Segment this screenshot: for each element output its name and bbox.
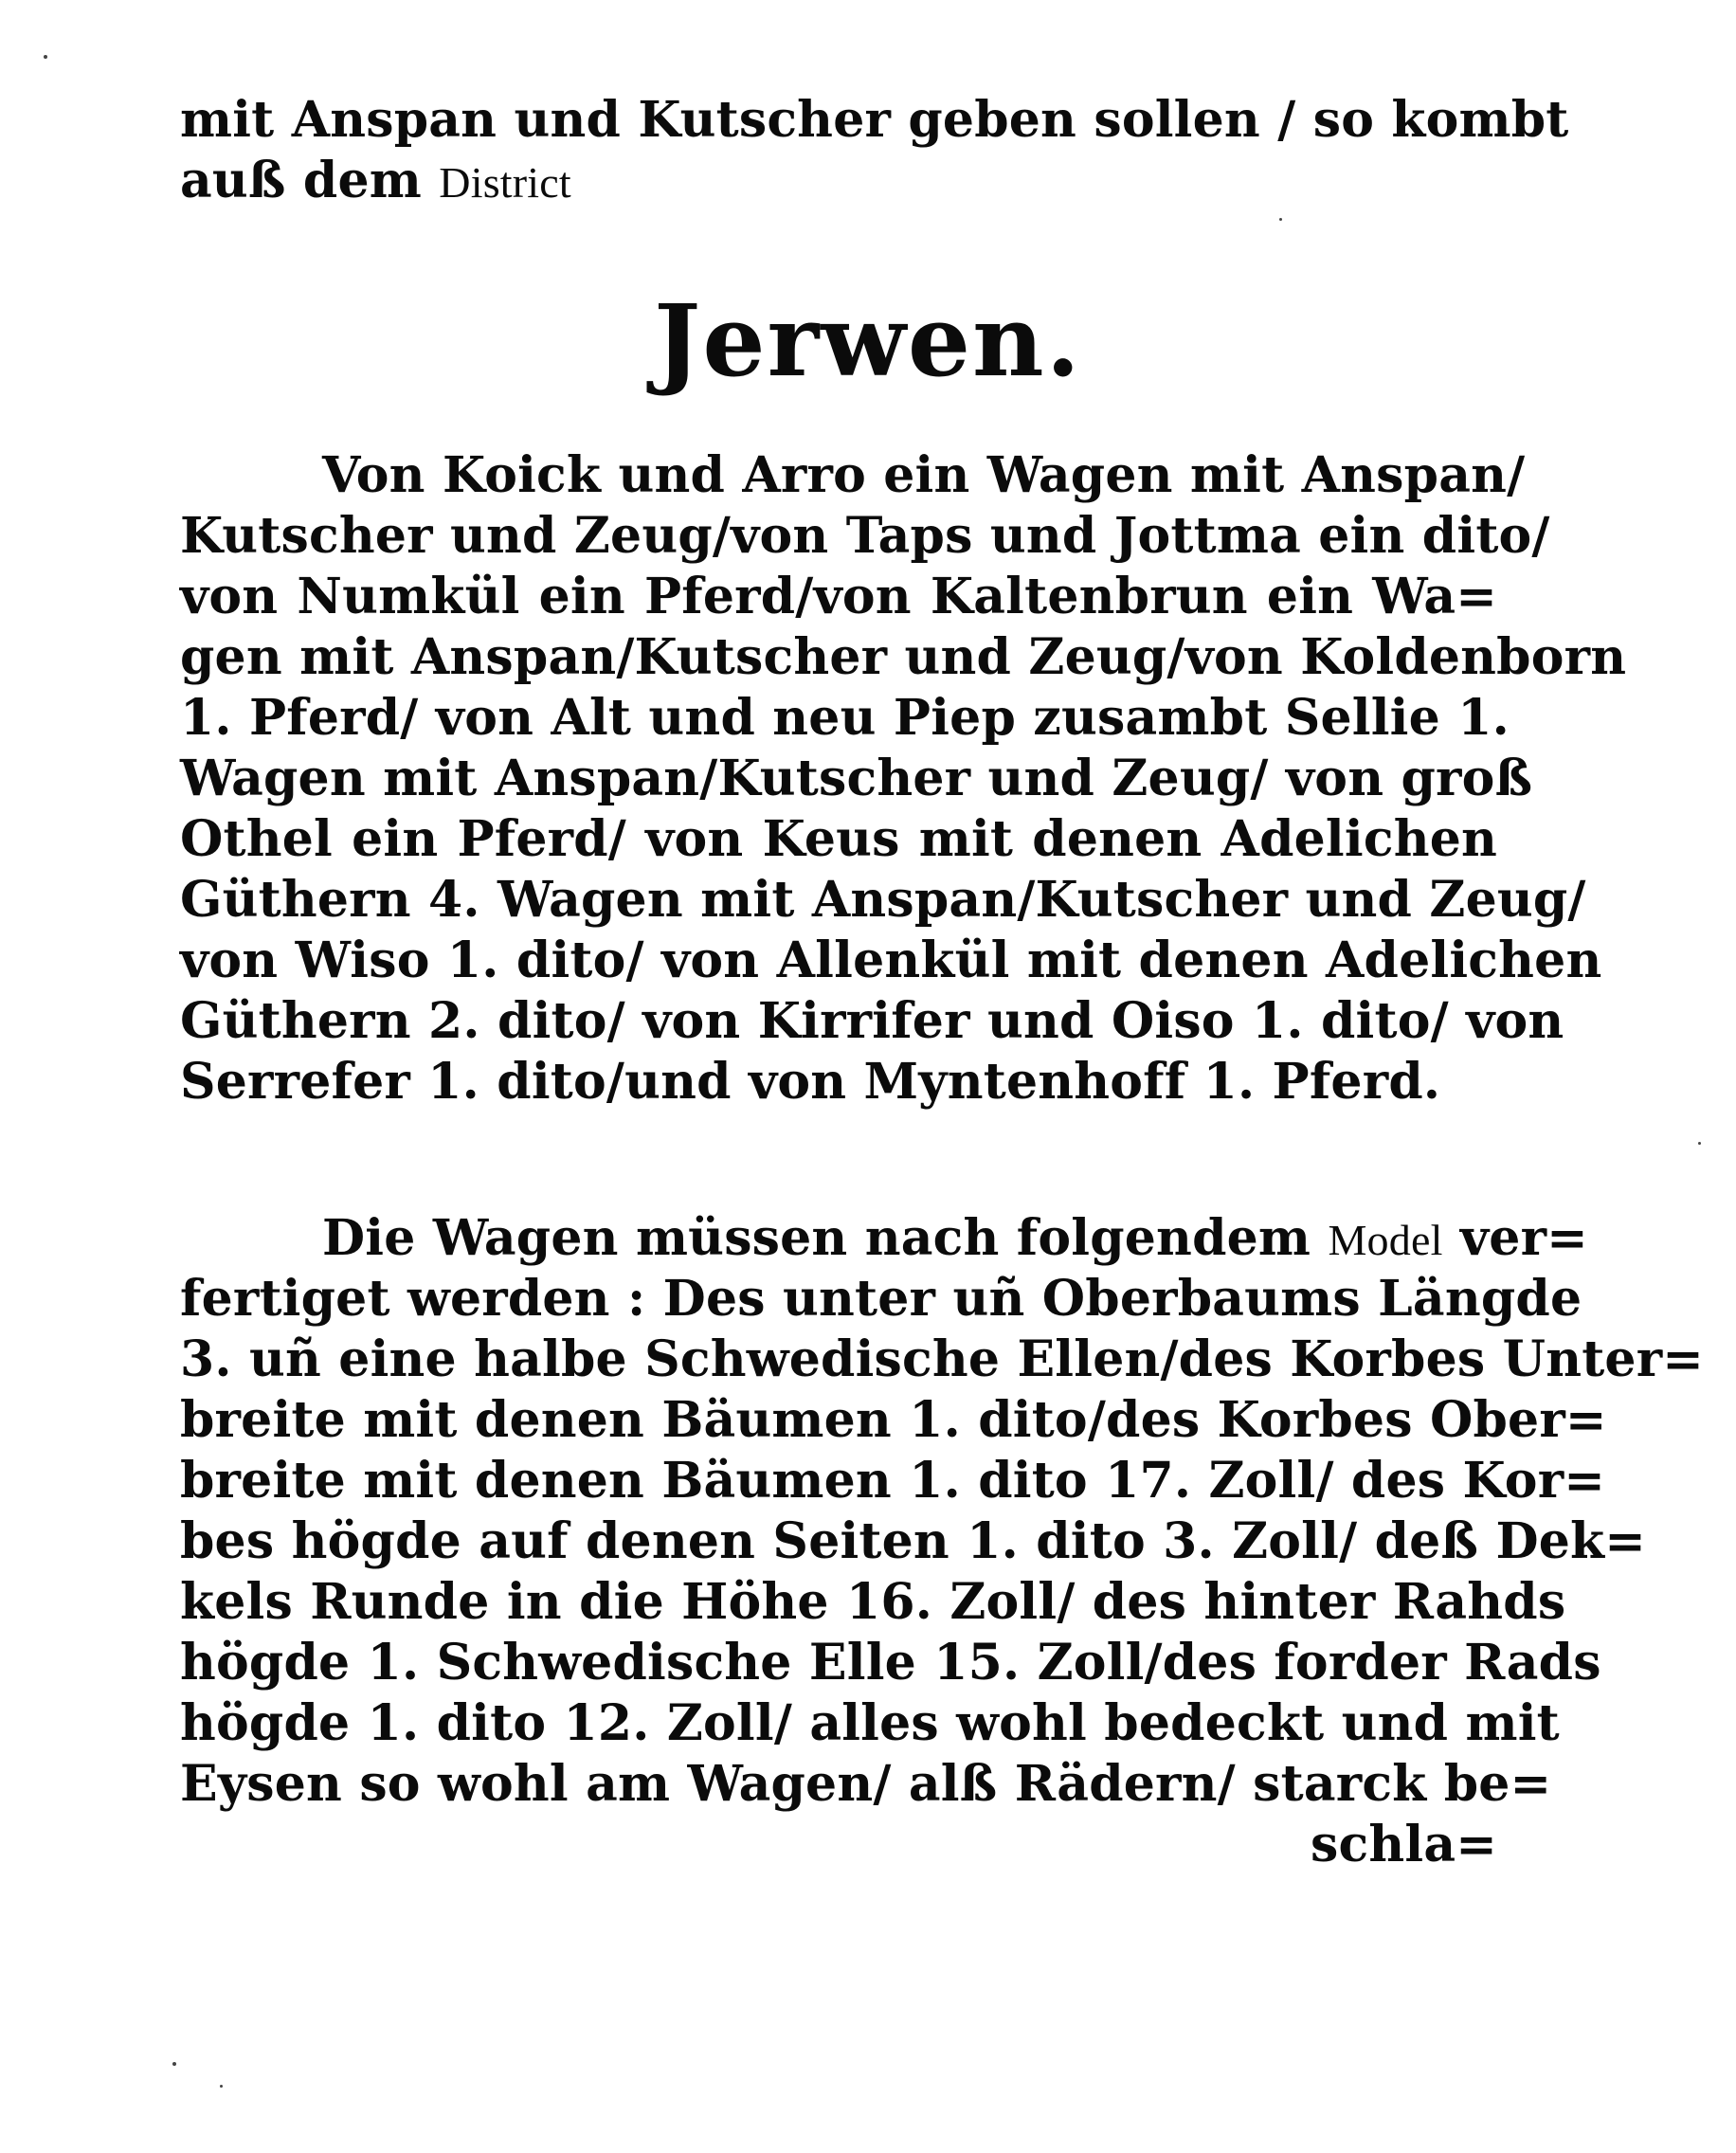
text-line: 1. Pferd/ von Alt und neu Piep zusambt Sellie 1. xyxy=(180,689,1510,747)
paragraph-1 xyxy=(180,445,1627,1113)
text-line: von Wiso 1. dito/ von Allenkül mit denen Adelichen xyxy=(180,932,1602,989)
text-line: Wagen mit Anspan/Kutscher und Zeug/ von groß xyxy=(180,750,1533,807)
scan-speck xyxy=(1698,1142,1701,1145)
text-line: breite mit denen Bäumen 1. dito/des Korbes Ober= xyxy=(180,1391,1607,1449)
text-line: högde 1. dito 12. Zoll/ alles wohl bedeckt und mit xyxy=(180,1694,1560,1752)
text-line: Güthern 4. Wagen mit Anspan/Kutscher und Zeug/ xyxy=(180,871,1586,929)
section-heading: Jerwen. xyxy=(654,282,1082,399)
text-line xyxy=(180,1208,1588,1269)
paragraph-2 xyxy=(180,1208,1705,1875)
text-line: mit Anspan und Kutscher geben sollen / so kombt xyxy=(180,91,1569,149)
text-line: Von Koick und Arro ein Wagen mit Anspan/ xyxy=(322,446,1526,504)
scan-speck xyxy=(220,2085,223,2088)
text-segment: ver= xyxy=(1459,1209,1588,1267)
text-line: högde 1. Schwedische Elle 15. Zoll/des forder Rads xyxy=(180,1634,1601,1692)
text-line: bes högde auf denen Seiten 1. dito 3. Zoll/ deß Dek= xyxy=(180,1512,1647,1570)
text-line: Eysen so wohl am Wagen/ alß Rädern/ starck be= xyxy=(180,1755,1552,1813)
text-line: 3. uñ eine halbe Schwedische Ellen/des Korbes Unter= xyxy=(180,1330,1705,1388)
continuation-text xyxy=(180,90,1569,211)
text-segment: auß dem xyxy=(180,152,422,209)
scan-speck xyxy=(44,55,47,59)
text-line: kels Runde in die Höhe 16. Zoll/ des hinter Rahds xyxy=(180,1573,1566,1631)
text-line: Serrefer 1. dito/und von Myntenhoff 1. Pferd. xyxy=(180,1053,1441,1111)
text-line: Güthern 2. dito/ von Kirrifer und Oiso 1. dito/ von xyxy=(180,992,1564,1050)
text-line: gen mit Anspan/Kutscher und Zeug/von Koldenborn xyxy=(180,628,1627,686)
latin-term: Model xyxy=(1328,1216,1443,1264)
scan-speck xyxy=(172,2062,176,2066)
text-line: fertiget werden : Des unter uñ Oberbaums Längde xyxy=(180,1270,1582,1328)
scan-speck xyxy=(1279,218,1282,221)
text-line: Kutscher und Zeug/von Taps und Jottma ein dito/ xyxy=(180,507,1550,565)
catchword: schla= xyxy=(1311,1816,1497,1873)
text-line: Othel ein Pferd/ von Keus mit denen Adelichen xyxy=(180,810,1497,868)
latin-term: District xyxy=(439,158,571,207)
text-segment: Die Wagen müssen nach folgendem xyxy=(322,1209,1311,1267)
text-line xyxy=(180,151,1497,211)
text-line: breite mit denen Bäumen 1. dito 17. Zoll/ des Kor= xyxy=(180,1452,1606,1510)
text-line: von Numkül ein Pferd/von Kaltenbrun ein Wa= xyxy=(180,568,1497,625)
